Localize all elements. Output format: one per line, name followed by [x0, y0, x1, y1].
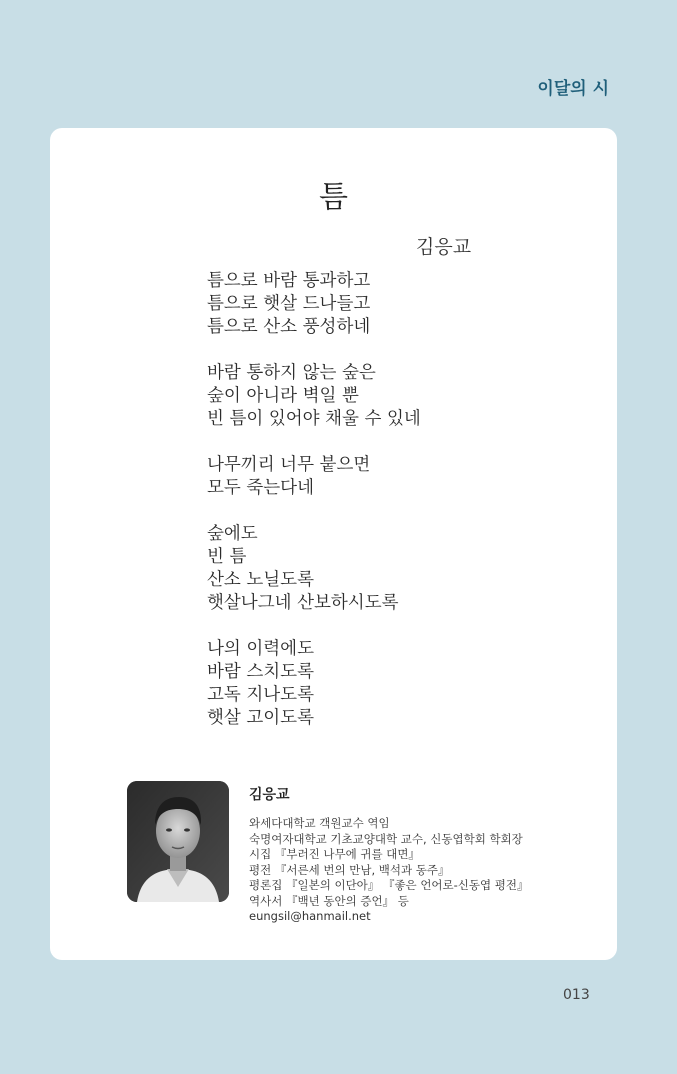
bio-email: eungsil@hanmail.net: [249, 909, 371, 923]
poem-line: 모두 죽는다네: [207, 478, 314, 498]
section-label: 이달의 시: [537, 79, 609, 99]
poem-body: [207, 270, 421, 730]
poem-line: 고독 지나도록: [207, 685, 314, 705]
poem-line: 빈 틈이 있어야 채울 수 있네: [207, 409, 421, 429]
stanza: [207, 454, 421, 500]
poem-line: 나의 이력에도: [207, 639, 314, 659]
poem-line: 햇살나그네 산보하시도록: [207, 593, 399, 613]
poem-line: 틈으로 바람 통과하고: [207, 271, 371, 291]
poem-line: 틈으로 햇살 드나들고: [207, 294, 371, 314]
bio-line: 평전 『서른세 번의 만남, 백석과 동주』: [249, 862, 450, 877]
poem-line: 바람 통하지 않는 숲은: [207, 363, 376, 383]
stanza: [207, 270, 421, 339]
bio-line: 평론집 『일본의 이단아』 『좋은 언어로-신동엽 평전』: [249, 878, 529, 892]
poem-author: 김응교: [416, 236, 472, 258]
poem-card: [50, 128, 617, 960]
bio-line: 역사서 『백년 동안의 증언』 등: [249, 893, 409, 908]
bio-name: 김응교: [249, 787, 290, 803]
poem-line: 바람 스치도록: [207, 662, 314, 682]
poem-line: 틈으로 산소 풍성하네: [207, 317, 371, 337]
author-bio: [249, 784, 529, 925]
bio-line: 숙명여자대학교 기초교양대학 교수, 신동엽학회 학회장: [249, 831, 523, 846]
poem-line: 숲에도: [207, 524, 258, 544]
author-photo: [127, 781, 229, 902]
bio-line: 시집 『부러진 나무에 귀를 대면』: [249, 847, 420, 861]
author-portrait-image: [127, 781, 229, 902]
poem-title: 틈: [319, 180, 348, 215]
poem-line: 빈 틈: [207, 547, 247, 567]
poem-line: 산소 노닐도록: [207, 570, 314, 590]
stanza: [207, 362, 421, 431]
page-number: 013: [563, 987, 590, 1003]
poem-line: 나무끼리 너무 붙으면: [207, 455, 371, 475]
stanza: [207, 638, 421, 730]
poem-line: 햇살 고이도록: [207, 708, 314, 728]
poem-line: 숲이 아니라 벽일 뿐: [207, 386, 359, 406]
bio-line: 와세다대학교 객원교수 역임: [249, 816, 390, 830]
stanza: [207, 523, 421, 615]
